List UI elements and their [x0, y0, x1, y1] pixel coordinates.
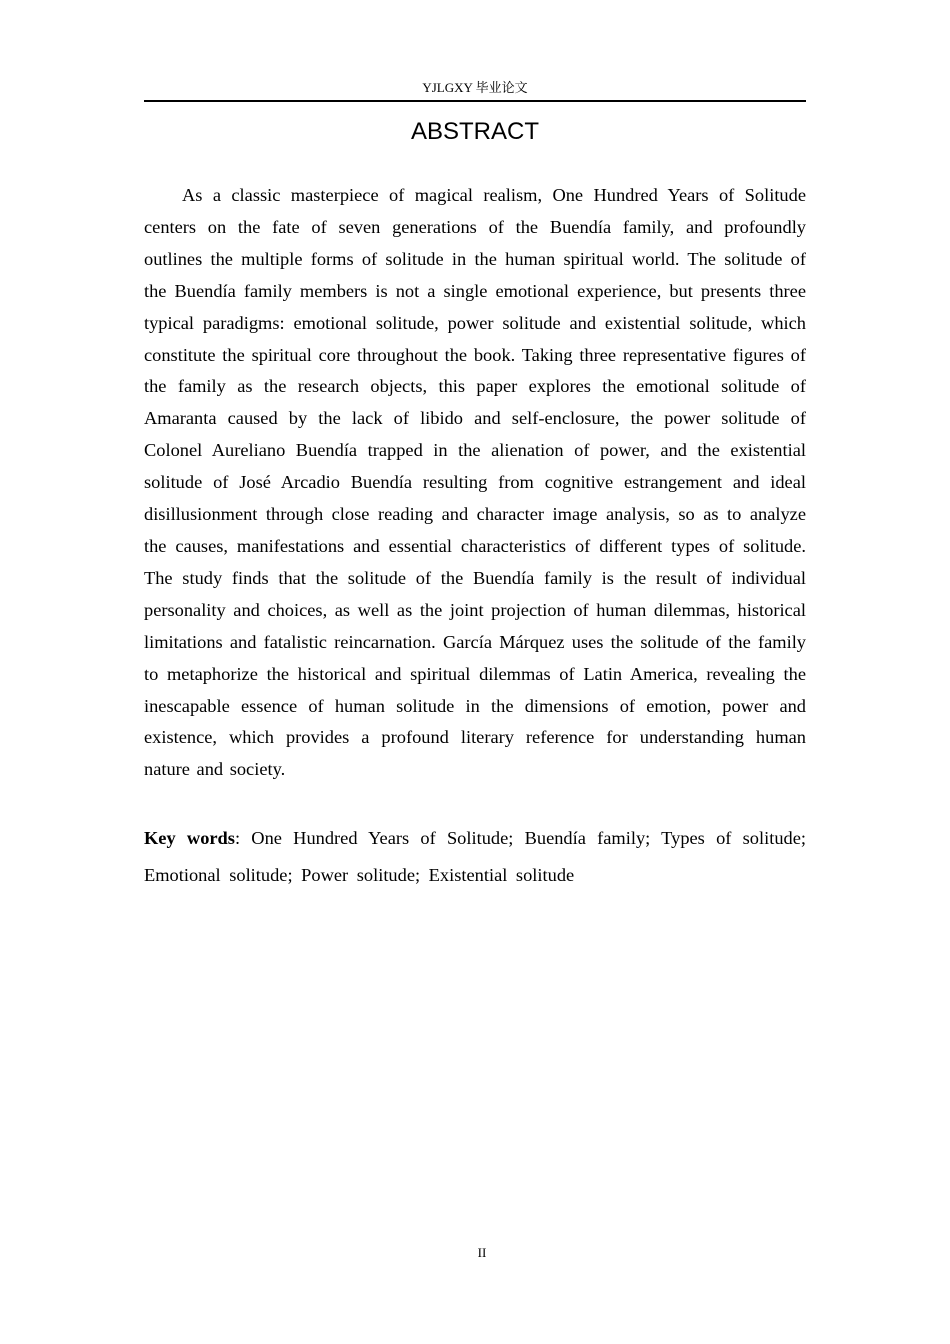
- header-rule: [144, 100, 806, 102]
- keywords-separator: :: [234, 828, 252, 848]
- keywords-text: One Hundred Years of Solitude; Buendía family; Types of solitude; Emotional solitude; Power solitude; Existential solitude: [144, 828, 806, 885]
- keywords-paragraph: [144, 820, 806, 894]
- abstract-title: ABSTRACT: [410, 118, 539, 145]
- page-number: II: [477, 1245, 487, 1260]
- abstract-body: As a classic masterpiece of magical realism, One Hundred Years of Solitude centers on the fate of seven generations of the Buendía family, and profoundly outlines the multiple forms of solitude in the human spiritual world. The solitude of the Buendía family members is not a single emotional experience, but presents three typical paradigms: emotional solitude, power solitude and existential solitude, which constitute the spiritual core throughout the book. Taking three representative figures of the family as the research objects, this paper explores the emotional solitude of Amaranta caused by the lack of libido and self-enclosure, the power solitude of Colonel Aureliano Buendía trapped in the alienation of power, and the existential solitude of José Arcadio Buendía resulting from cognitive estrangement and ideal disillusionment through close reading and character image analysis, so as to analyze the causes, manifestations and essential characteristics of different types of solitude. The study finds that the solitude of the Buendía family is the result of individual personality and choices, as well as the joint projection of human dilemmas, historical limitations and fatalistic reincarnation. García Márquez uses the solitude of the family to metaphorize the historical and spiritual dilemmas of Latin America, revealing the inescapable essence of human solitude in the dimensions of emotion, power and existence, which provides a profound literary reference for understanding human nature and society.: [144, 185, 806, 780]
- keywords-label: Key words: [144, 828, 235, 848]
- page-header: YJLGXY 毕业论文: [422, 80, 528, 95]
